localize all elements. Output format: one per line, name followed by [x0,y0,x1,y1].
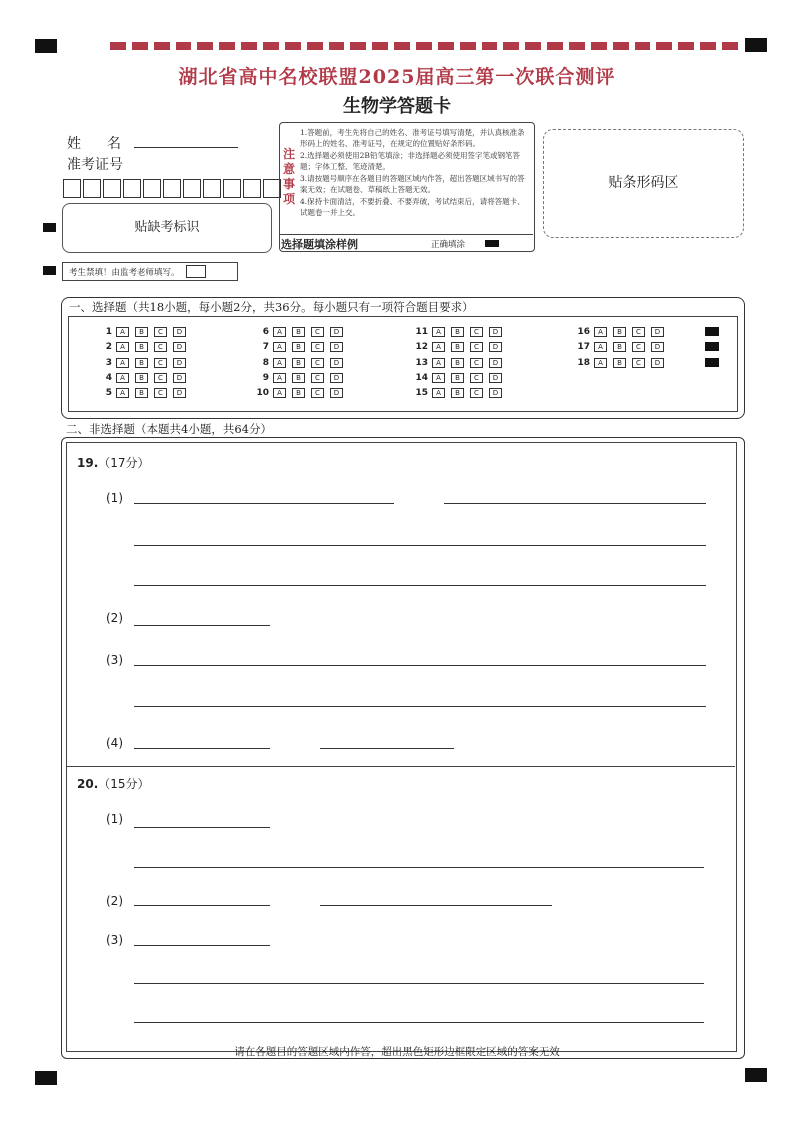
mc-option-bubble[interactable]: A [273,327,286,337]
exam-id-digit-box[interactable] [143,179,161,198]
mc-option-bubble[interactable]: A [116,342,129,352]
mc-question-number: 9 [262,373,269,383]
mc-option-bubble[interactable]: B [451,358,464,368]
mc-question [96,388,192,398]
mc-option-bubble[interactable]: A [594,342,607,352]
mc-question [412,327,508,337]
mc-option-bubble[interactable]: C [470,373,483,383]
mc-option-bubble[interactable]: A [273,388,286,398]
exam-id-label: 准考证号 [67,157,123,173]
mc-question [574,327,670,337]
timing-dash [722,42,738,50]
mc-question [574,358,670,368]
notice-title-char: 注 [282,147,295,161]
mc-option-bubble[interactable]: C [311,358,324,368]
mc-option-bubble[interactable]: D [173,373,186,383]
forbidden-mark-box[interactable] [186,265,206,278]
timing-dash [132,42,148,50]
mc-question-number: 3 [105,358,112,368]
mc-option-bubble[interactable]: C [470,358,483,368]
notice-items [300,127,530,219]
mc-row-marker [705,342,719,351]
exam-id-boxes[interactable] [63,179,283,198]
mc-option-bubble[interactable]: D [651,358,664,368]
mc-question-number: 17 [577,342,590,352]
mc-option-bubble[interactable]: B [613,358,626,368]
sample-row [279,234,533,251]
exam-id-digit-box[interactable] [183,179,201,198]
exam-id-digit-box[interactable] [63,179,81,198]
mc-option-bubble[interactable]: B [451,342,464,352]
mc-question-number: 11 [415,327,428,337]
mc-question [574,342,670,352]
exam-id-digit-box[interactable] [243,179,261,198]
mc-option-bubble[interactable]: C [311,327,324,337]
registration-mark-bottom-left [35,1071,57,1085]
q19-part2-label: (2) [106,611,123,625]
registration-mark-top-left [35,39,57,53]
q19-q20-divider [66,766,735,767]
mc-question-number: 15 [415,388,428,398]
q19-header [77,454,150,471]
timing-dash [197,42,213,50]
mc-option-bubble[interactable]: C [154,388,167,398]
timing-dash [285,42,301,50]
mc-question [253,388,349,398]
q19-part3-line-b[interactable] [134,706,706,707]
timing-dash [372,42,388,50]
mc-option-bubble[interactable]: A [594,358,607,368]
mc-option-bubble[interactable]: D [651,342,664,352]
sample-label: 选择题填涂样例 [281,238,358,251]
mc-option-bubble[interactable]: A [273,373,286,383]
timing-dash [547,42,563,50]
mc-option-bubble[interactable]: C [311,342,324,352]
timing-dash [678,42,694,50]
q20-part1-line-b[interactable] [134,867,704,868]
timing-dash [525,42,541,50]
mc-option-bubble[interactable]: C [311,373,324,383]
exam-id-digit-box[interactable] [163,179,181,198]
mc-option-bubble[interactable]: C [632,358,645,368]
mc-option-bubble[interactable]: D [173,388,186,398]
mc-question-number: 8 [262,358,269,368]
notice-title [281,147,297,207]
mc-question-number: 10 [256,388,269,398]
mc-question-number: 2 [105,342,112,352]
mc-option-bubble[interactable]: C [154,358,167,368]
section2-title: 二、非选择题（本题共4小题，共64分） [66,422,272,436]
marker-left-1 [43,223,56,232]
q20-part2-line-a[interactable] [134,905,270,906]
notice-title-char: 事 [282,177,295,191]
mc-question-number: 18 [577,358,590,368]
notice-title-char: 项 [282,192,295,206]
timing-dash [394,42,410,50]
mc-question [96,373,192,383]
mc-option-bubble[interactable]: A [116,388,129,398]
mc-option-bubble[interactable]: A [594,327,607,337]
mc-question-number: 5 [105,388,112,398]
mc-option-bubble[interactable]: A [116,327,129,337]
notice-item: 2.选择题必须使用2B铅笔填涂；非选择题必须使用签字笔或钢笔答题；字体工整、笔迹清楚。 [300,150,520,172]
mc-question-number: 12 [415,342,428,352]
mc-question [253,342,349,352]
timing-dash [176,42,192,50]
timing-dash [350,42,366,50]
mc-option-bubble[interactable]: D [489,327,502,337]
mc-option-bubble[interactable]: D [651,327,664,337]
q20-part3-line-b[interactable] [134,983,704,984]
missing-exam-label: 贴缺考标识 [134,220,200,235]
q19-part4-line-a[interactable] [134,748,270,749]
timing-dash [569,42,585,50]
mc-option-bubble[interactable]: B [451,327,464,337]
mc-option-bubble[interactable]: B [292,373,305,383]
timing-dash [110,42,126,50]
timing-dash [635,42,651,50]
name-label: 姓 名 [67,136,127,152]
mc-option-bubble[interactable]: D [489,342,502,352]
exam-id-digit-box[interactable] [83,179,101,198]
barcode-label: 贴条形码区 [608,175,679,191]
mc-option-bubble[interactable]: D [330,388,343,398]
registration-mark-top-right [745,38,767,52]
page-subtitle: 生物学答题卡 [343,96,451,117]
mc-question [412,373,508,383]
q19-part4-line-b[interactable] [320,748,454,749]
mc-question-number: 13 [415,358,428,368]
notice-item: 4.保持卡面清洁，不要折叠、不要弄破，考试结束后，请将答题卡、试题卷一并上交。 [300,196,525,217]
q20-part1-line-a[interactable] [134,827,270,828]
timing-dash [263,42,279,50]
q19-part1-line-c[interactable] [134,545,706,546]
timing-dash [613,42,629,50]
timing-dash [460,42,476,50]
mc-option-bubble[interactable]: D [330,358,343,368]
mc-question-number: 1 [105,327,112,337]
q20-number: 20. [77,777,99,791]
mc-option-bubble[interactable]: B [292,388,305,398]
marker-left-2 [43,266,56,275]
mc-question [253,373,349,383]
notice-item: 1.答题前，考生先将自己的姓名、准考证号填写清楚，并认真核准条形码上的姓名、准考证号，在规定的位置贴好条形码。 [300,128,525,149]
timing-dash [503,42,519,50]
mc-question [96,327,192,337]
mc-option-bubble[interactable]: A [432,342,445,352]
q20-part2-line-b[interactable] [320,905,552,906]
mc-option-bubble[interactable]: B [451,388,464,398]
timing-dash [241,42,257,50]
missing-exam-box [62,203,272,253]
mc-option-bubble[interactable]: D [173,358,186,368]
mc-question-number: 4 [105,373,112,383]
timing-dash [700,42,716,50]
q20-header [77,775,150,792]
q19-part3-label: (3) [106,653,123,667]
section1-title: 一、选择题（共18小题，每小题2分，共36分。每小题只有一项符合题目要求） [69,300,474,314]
timing-dash [438,42,454,50]
mc-option-bubble[interactable]: B [451,373,464,383]
mc-option-bubble[interactable]: A [273,342,286,352]
mc-question-number: 7 [262,342,269,352]
mc-option-bubble[interactable]: C [470,327,483,337]
timing-dash [329,42,345,50]
mc-option-bubble[interactable]: D [173,342,186,352]
q20-part3-label: (3) [106,933,123,947]
mc-option-bubble[interactable]: C [154,373,167,383]
mc-question-number: 6 [262,327,269,337]
mc-option-bubble[interactable]: C [632,327,645,337]
barcode-area [543,129,744,238]
timing-dash [656,42,672,50]
footer-note: 请在各题目的答题区域内作答，超出黑色矩形边框限定区域的答案无效 [234,1046,560,1058]
mc-question [253,327,349,337]
q19-part3-line-a[interactable] [134,665,706,666]
mc-option-bubble[interactable]: B [135,327,148,337]
q20-part3-line-c[interactable] [134,1022,704,1023]
mc-option-bubble[interactable]: B [613,327,626,337]
notice-item: 3.请按题号顺序在各题目的答题区域内作答，超出答题区域书写的答案无效；在试题卷、草稿纸上答题无效。 [300,173,525,195]
q19-part4-label: (4) [106,736,123,750]
timing-strip [110,42,738,50]
mc-option-bubble[interactable]: A [116,358,129,368]
free-response-inner [66,442,737,1052]
mc-row-marker [705,358,719,367]
q20-part3-line-a[interactable] [134,945,270,946]
timing-dash [591,42,607,50]
forbidden-text: 考生禁填！由监考老师填写。 [69,267,180,278]
mc-option-bubble[interactable]: B [135,358,148,368]
mc-option-bubble[interactable]: C [470,342,483,352]
mc-option-bubble[interactable]: C [470,388,483,398]
timing-dash [416,42,432,50]
page-title: 湖北省高中名校联盟2025届高三第一次联合测评 [178,66,616,88]
timing-dash [154,42,170,50]
q19-part1-line-a[interactable] [134,503,394,504]
mc-option-bubble[interactable]: B [135,373,148,383]
timing-dash [307,42,323,50]
mc-option-bubble[interactable]: B [292,327,305,337]
mc-option-bubble[interactable]: C [154,342,167,352]
notice-title-char: 意 [282,162,295,176]
mc-option-bubble[interactable]: B [292,342,305,352]
mc-option-bubble[interactable]: B [135,342,148,352]
exam-id-digit-box[interactable] [103,179,121,198]
mc-option-bubble[interactable]: A [432,388,445,398]
exam-id-digit-box[interactable] [123,179,141,198]
mc-option-bubble[interactable]: A [116,373,129,383]
timing-dash [482,42,498,50]
registration-mark-bottom-right [745,1068,767,1082]
mc-option-bubble[interactable]: A [432,373,445,383]
q19-part1-line-d[interactable] [134,585,706,586]
mc-option-bubble[interactable]: A [432,358,445,368]
mc-option-bubble[interactable]: C [154,327,167,337]
mc-option-bubble[interactable]: D [489,373,502,383]
mc-question [412,358,508,368]
mc-question [253,358,349,368]
exam-id-digit-box[interactable] [203,179,221,198]
mc-question-number: 14 [415,373,428,383]
mc-option-bubble[interactable]: D [330,342,343,352]
mc-question [96,342,192,352]
mc-row-marker [705,327,719,336]
q19-part1-label: (1) [106,491,123,505]
mc-option-bubble[interactable]: D [489,388,502,398]
mc-option-bubble[interactable]: A [432,327,445,337]
mc-option-bubble[interactable]: B [292,358,305,368]
correct-fill-sample [485,240,499,247]
forbidden-box [62,262,238,281]
q19-number: 19. [77,456,99,470]
name-field[interactable] [134,147,238,148]
mc-question [412,388,508,398]
mc-question [96,358,192,368]
mc-option-bubble[interactable]: C [311,388,324,398]
mc-option-bubble[interactable]: D [489,358,502,368]
mc-option-bubble[interactable]: D [173,327,186,337]
mc-question [412,342,508,352]
mc-option-bubble[interactable]: D [330,373,343,383]
mc-option-bubble[interactable]: B [613,342,626,352]
mc-option-bubble[interactable]: D [330,327,343,337]
mc-option-bubble[interactable]: A [273,358,286,368]
q19-part1-line-b[interactable] [444,503,706,504]
mc-question-number: 16 [577,327,590,337]
mc-option-bubble[interactable]: B [135,388,148,398]
q19-part2-line[interactable] [134,625,270,626]
q19-score: （17分） [98,456,150,470]
timing-dash [219,42,235,50]
mc-option-bubble[interactable]: C [632,342,645,352]
q20-part1-label: (1) [106,812,123,826]
correct-label: 正确填涂 [431,240,466,250]
exam-id-digit-box[interactable] [223,179,241,198]
q20-part2-label: (2) [106,894,123,908]
q20-score: （15分） [98,777,150,791]
